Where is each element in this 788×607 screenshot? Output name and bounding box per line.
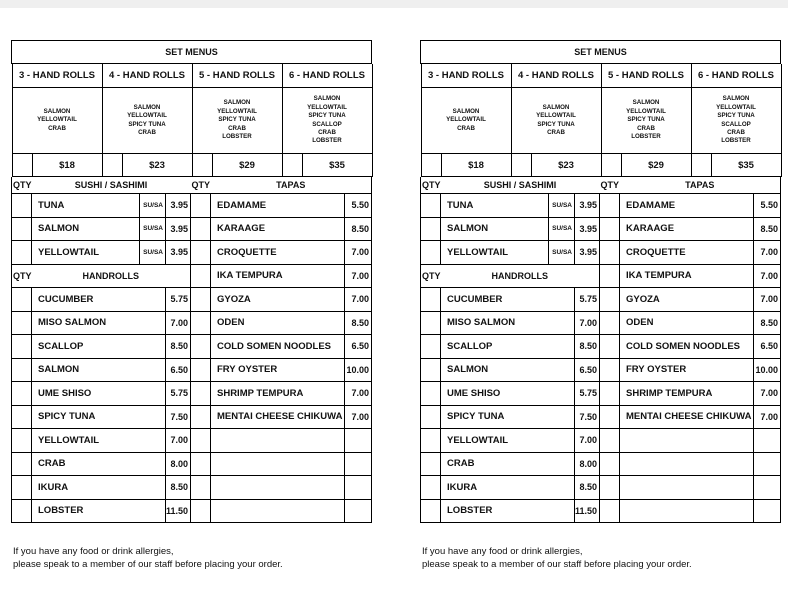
set-menu-3-label: 3 - HAND ROLLS [421,64,511,88]
handroll-item-name: SPICY TUNA [441,405,575,429]
tapas-item-price: 7.00 [754,264,781,288]
allergy-note-line1: If you have any food or drink allergies, [422,546,583,557]
handroll-qty-box[interactable] [12,358,32,382]
set-menu-item: SCALLOP [721,120,751,128]
tapas-item-price [345,499,372,523]
allergy-note-right [422,546,692,571]
tapas-item-price: 7.00 [754,405,781,429]
handroll-qty-box[interactable] [12,288,32,312]
tapas-item-price: 8.50 [754,311,781,335]
set-menu-qty-box[interactable] [102,154,122,177]
set-menu-5-price: $29 [621,154,691,177]
handroll-item-price: 8.00 [166,452,191,476]
sushi-item-tag: SU/SA [140,194,166,218]
set-menu-qty-box[interactable] [421,154,441,177]
set-menu-item: SPICY TUNA [627,116,665,124]
set-menu-item: SPICY TUNA [537,120,575,128]
handroll-qty-box[interactable] [12,335,32,359]
sushi-item-name: TUNA [441,194,549,218]
handroll-item-name: IKURA [441,476,575,500]
tapas-qty-box[interactable] [600,264,620,288]
set-menu-5-items [601,88,691,154]
tapas-item-price: 10.00 [345,358,372,382]
tapas-qty-box[interactable] [191,429,211,453]
handroll-item-name: CRAB [441,452,575,476]
allergy-note-left [13,546,283,571]
set-menu-item: CRAB [318,128,336,136]
qty-label: QTY [421,264,441,288]
set-menu-4-label: 4 - HAND ROLLS [102,64,192,88]
sushi-qty-box[interactable] [12,194,32,218]
tapas-item-name: ODEN [211,311,345,335]
handroll-qty-box[interactable] [12,311,32,335]
set-menu-item: YELLOWTAIL [536,112,576,120]
tapas-item-name: KARAAGE [211,217,345,241]
tapas-item-name: SHRIMP TEMPURA [211,382,345,406]
tapas-qty-box[interactable] [600,311,620,335]
set-menu-item: SALMON [452,107,480,115]
set-menu-qty-box[interactable] [511,154,531,177]
handroll-qty-box[interactable] [421,288,441,312]
tapas-item-price [345,476,372,500]
handroll-item-name: MISO SALMON [32,311,166,335]
handroll-qty-box[interactable] [421,382,441,406]
handroll-item-name: UME SHISO [32,382,166,406]
set-menu-item: YELLOWTAIL [217,107,257,115]
handroll-qty-box[interactable] [421,499,441,523]
handroll-item-price: 7.50 [575,405,600,429]
handroll-qty-box[interactable] [12,382,32,406]
tapas-item-price: 7.00 [345,405,372,429]
qty-label: QTY [600,180,620,190]
handroll-item-name: CUCUMBER [32,288,166,312]
tapas-qty-box[interactable] [191,288,211,312]
sushi-item-name: YELLOWTAIL [32,241,140,265]
handrolls-section-title: HANDROLLS [441,264,600,288]
tapas-item-price: 6.50 [754,335,781,359]
set-menu-3-items [12,88,102,154]
handroll-item-name: MISO SALMON [441,311,575,335]
set-menu-item: CRAB [547,128,565,136]
set-menu-item: YELLOWTAIL [626,107,666,115]
tapas-qty-box[interactable] [191,241,211,265]
tapas-qty-box[interactable] [191,499,211,523]
tapas-section-title: TAPAS [620,177,781,194]
set-menu-item: CRAB [138,128,156,136]
sushi-section-title: SUSHI / SASHIMI [483,180,557,190]
handroll-item-price: 7.50 [166,405,191,429]
allergy-note-line2: please speak to a member of our staff before placing your order. [422,558,692,570]
tapas-item-name: MENTAI CHEESE CHIKUWA [620,405,754,429]
set-menu-item: LOBSTER [631,133,661,141]
sushi-section-title: SUSHI / SASHIMI [74,180,148,190]
handroll-item-name: YELLOWTAIL [441,429,575,453]
tapas-item-name: SHRIMP TEMPURA [620,382,754,406]
handroll-qty-box[interactable] [421,358,441,382]
tapas-qty-box[interactable] [191,264,211,288]
sushi-item-price: 3.95 [166,194,191,218]
tapas-qty-box[interactable] [191,452,211,476]
sushi-item-name: SALMON [32,217,140,241]
qty-label: QTY [12,264,32,288]
handroll-qty-box[interactable] [12,476,32,500]
handroll-item-price: 7.00 [166,311,191,335]
set-menu-item: SPICY TUNA [128,120,166,128]
tapas-item-name: IKA TEMPURA [620,264,754,288]
tapas-item-price: 8.50 [754,217,781,241]
tapas-item-price: 7.00 [345,288,372,312]
handroll-item-name: SALMON [32,358,166,382]
tapas-qty-box[interactable] [191,217,211,241]
handroll-item-price: 7.00 [166,429,191,453]
tapas-item-price: 7.00 [345,264,372,288]
sushi-item-price: 3.95 [575,194,600,218]
qty-label: QTY [191,180,211,190]
handroll-item-name: LOBSTER [441,499,575,523]
set-menu-item: YELLOWTAIL [307,103,347,111]
tapas-section-title: TAPAS [211,177,372,194]
handroll-item-price: 11.50 [166,499,191,523]
tapas-qty-box[interactable] [191,335,211,359]
sushi-item-tag: SU/SA [140,241,166,265]
handroll-qty-box[interactable] [12,499,32,523]
tapas-item-price: 7.00 [345,241,372,265]
tapas-item-price: 8.50 [345,311,372,335]
tapas-item-name: GYOZA [620,288,754,312]
sushi-item-price: 3.95 [166,241,191,265]
set-menu-qty-box[interactable] [192,154,212,177]
tapas-qty-box[interactable] [600,476,620,500]
set-menu-6-items [282,88,372,154]
tapas-item-name [620,476,754,500]
handroll-item-price: 11.50 [575,499,600,523]
handroll-item-name: SPICY TUNA [32,405,166,429]
handroll-item-price: 5.75 [575,288,600,312]
handroll-item-price: 8.50 [575,335,600,359]
tapas-item-price: 7.00 [754,241,781,265]
tapas-qty-box[interactable] [191,476,211,500]
tapas-item-name: EDAMAME [211,194,345,218]
tapas-qty-box[interactable] [600,382,620,406]
tapas-qty-box[interactable] [600,335,620,359]
allergy-note-line2: please speak to a member of our staff before placing your order. [13,558,283,570]
sushi-qty-box[interactable] [421,217,441,241]
tapas-item-price: 6.50 [345,335,372,359]
tapas-qty-box[interactable] [600,241,620,265]
handroll-qty-box[interactable] [421,476,441,500]
set-menu-3-price: $18 [441,154,511,177]
set-menu-3-price: $18 [32,154,102,177]
set-menu-3-items [421,88,511,154]
tapas-item-price [345,452,372,476]
tapas-item-price [754,452,781,476]
set-menu-item: SALMON [313,95,341,103]
tapas-item-name [211,452,345,476]
handroll-item-name: CUCUMBER [441,288,575,312]
set-menu-6-price: $35 [302,154,372,177]
set-menu-4-items [102,88,192,154]
top-bar [0,0,788,8]
tapas-item-price [345,429,372,453]
set-menu-6-items [691,88,781,154]
tapas-qty-box[interactable] [600,358,620,382]
set-menu-item: YELLOWTAIL [716,103,756,111]
set-menu-item: SALMON [542,103,570,111]
tapas-qty-box[interactable] [600,405,620,429]
handrolls-section-title: HANDROLLS [32,264,191,288]
tapas-qty-box[interactable] [600,194,620,218]
tapas-item-price: 8.50 [345,217,372,241]
tapas-item-price [754,476,781,500]
handroll-item-price: 8.00 [575,452,600,476]
handroll-qty-box[interactable] [12,429,32,453]
set-menu-5-items [192,88,282,154]
qty-label: QTY [12,177,32,194]
set-menus-title: SET MENUS [12,41,372,64]
tapas-qty-box[interactable] [600,429,620,453]
handroll-qty-box[interactable] [421,405,441,429]
set-menu-item: CRAB [48,124,66,132]
set-menu-item: SALMON [133,103,161,111]
set-menu-item: LOBSTER [222,133,252,141]
set-menu-5-label: 5 - HAND ROLLS [192,64,282,88]
set-menu-6-label: 6 - HAND ROLLS [282,64,372,88]
set-menu-4-label: 4 - HAND ROLLS [511,64,601,88]
tapas-item-name [211,429,345,453]
sushi-item-price: 3.95 [575,217,600,241]
allergy-note-line1: If you have any food or drink allergies, [13,546,174,557]
set-menu-item: LOBSTER [721,137,751,145]
set-menu-item: YELLOWTAIL [446,116,486,124]
set-menu-item: LOBSTER [312,137,342,145]
handroll-item-price: 6.50 [575,358,600,382]
tapas-item-name [620,499,754,523]
menu-sheet-right [420,40,780,534]
sushi-item-price: 3.95 [575,241,600,265]
tapas-item-name: CROQUETTE [620,241,754,265]
handroll-qty-box[interactable] [421,335,441,359]
set-menu-6-label: 6 - HAND ROLLS [691,64,781,88]
tapas-item-price [754,429,781,453]
tapas-item-name: GYOZA [211,288,345,312]
menu-table [420,40,781,523]
handroll-item-name: SALMON [441,358,575,382]
sushi-item-tag: SU/SA [140,217,166,241]
tapas-item-name: FRY OYSTER [211,358,345,382]
sushi-item-tag: SU/SA [549,194,575,218]
set-menu-item: CRAB [457,124,475,132]
tapas-item-name: ODEN [620,311,754,335]
tapas-qty-box[interactable] [191,194,211,218]
set-menu-item: CRAB [637,124,655,132]
set-menu-item: YELLOWTAIL [37,116,77,124]
handroll-item-price: 5.75 [166,382,191,406]
sushi-item-name: TUNA [32,194,140,218]
tapas-item-name: MENTAI CHEESE CHIKUWA [211,405,345,429]
handroll-item-price: 7.00 [575,311,600,335]
handroll-item-price: 7.00 [575,429,600,453]
handroll-item-name: YELLOWTAIL [32,429,166,453]
tapas-qty-box[interactable] [191,382,211,406]
tapas-qty-box[interactable] [191,358,211,382]
tapas-item-price: 7.00 [754,288,781,312]
handroll-qty-box[interactable] [12,452,32,476]
tapas-item-name: CROQUETTE [211,241,345,265]
menu-sheet-left [11,40,371,534]
sushi-qty-box[interactable] [12,217,32,241]
tapas-qty-box[interactable] [191,405,211,429]
sushi-qty-box[interactable] [421,194,441,218]
tapas-item-price: 10.00 [754,358,781,382]
set-menu-qty-box[interactable] [601,154,621,177]
tapas-item-name: COLD SOMEN NOODLES [211,335,345,359]
tapas-item-price: 5.50 [754,194,781,218]
set-menu-5-price: $29 [212,154,282,177]
tapas-item-name: FRY OYSTER [620,358,754,382]
tapas-item-name: KARAAGE [620,217,754,241]
set-menu-item: SPICY TUNA [717,112,755,120]
handroll-item-price: 5.75 [575,382,600,406]
tapas-qty-box[interactable] [600,217,620,241]
tapas-item-name [620,429,754,453]
tapas-item-name: COLD SOMEN NOODLES [620,335,754,359]
handroll-item-name: CRAB [32,452,166,476]
sushi-qty-box[interactable] [12,241,32,265]
set-menu-item: SALMON [632,99,660,107]
handroll-item-price: 8.50 [575,476,600,500]
set-menu-item: SALMON [722,95,750,103]
set-menu-item: CRAB [228,124,246,132]
sushi-item-name: SALMON [441,217,549,241]
handroll-qty-box[interactable] [421,429,441,453]
tapas-item-price: 7.00 [754,382,781,406]
tapas-item-name [211,476,345,500]
menu-table [11,40,372,523]
handroll-item-name: LOBSTER [32,499,166,523]
set-menu-3-label: 3 - HAND ROLLS [12,64,102,88]
set-menu-4-items [511,88,601,154]
handroll-qty-box[interactable] [421,452,441,476]
handroll-item-price: 5.75 [166,288,191,312]
sushi-item-name: YELLOWTAIL [441,241,549,265]
set-menu-qty-box[interactable] [12,154,32,177]
tapas-item-name: IKA TEMPURA [211,264,345,288]
set-menu-6-price: $35 [711,154,781,177]
set-menus-title: SET MENUS [421,41,781,64]
tapas-qty-box[interactable] [191,311,211,335]
tapas-qty-box[interactable] [600,499,620,523]
set-menu-4-price: $23 [531,154,601,177]
tapas-item-name [620,452,754,476]
tapas-item-price [754,499,781,523]
handroll-item-name: IKURA [32,476,166,500]
handroll-item-name: SCALLOP [441,335,575,359]
tapas-qty-box[interactable] [600,452,620,476]
handroll-qty-box[interactable] [421,311,441,335]
set-menu-4-price: $23 [122,154,192,177]
set-menu-item: SCALLOP [312,120,342,128]
handroll-item-name: UME SHISO [441,382,575,406]
tapas-item-name [211,499,345,523]
handroll-qty-box[interactable] [12,405,32,429]
set-menu-item: SPICY TUNA [218,116,256,124]
set-menu-qty-box[interactable] [282,154,302,177]
handroll-item-name: SCALLOP [32,335,166,359]
sushi-item-tag: SU/SA [549,217,575,241]
set-menu-item: SALMON [43,107,71,115]
tapas-item-name: EDAMAME [620,194,754,218]
set-menu-qty-box[interactable] [691,154,711,177]
set-menu-item: SALMON [223,99,251,107]
sushi-item-price: 3.95 [166,217,191,241]
tapas-item-price: 5.50 [345,194,372,218]
set-menu-item: YELLOWTAIL [127,112,167,120]
tapas-qty-box[interactable] [600,288,620,312]
sushi-qty-box[interactable] [421,241,441,265]
qty-label: QTY [421,177,441,194]
handroll-item-price: 6.50 [166,358,191,382]
tapas-item-price: 7.00 [345,382,372,406]
set-menu-item: CRAB [727,128,745,136]
set-menu-5-label: 5 - HAND ROLLS [601,64,691,88]
handroll-item-price: 8.50 [166,335,191,359]
handroll-item-price: 8.50 [166,476,191,500]
sushi-item-tag: SU/SA [549,241,575,265]
set-menu-item: SPICY TUNA [308,112,346,120]
